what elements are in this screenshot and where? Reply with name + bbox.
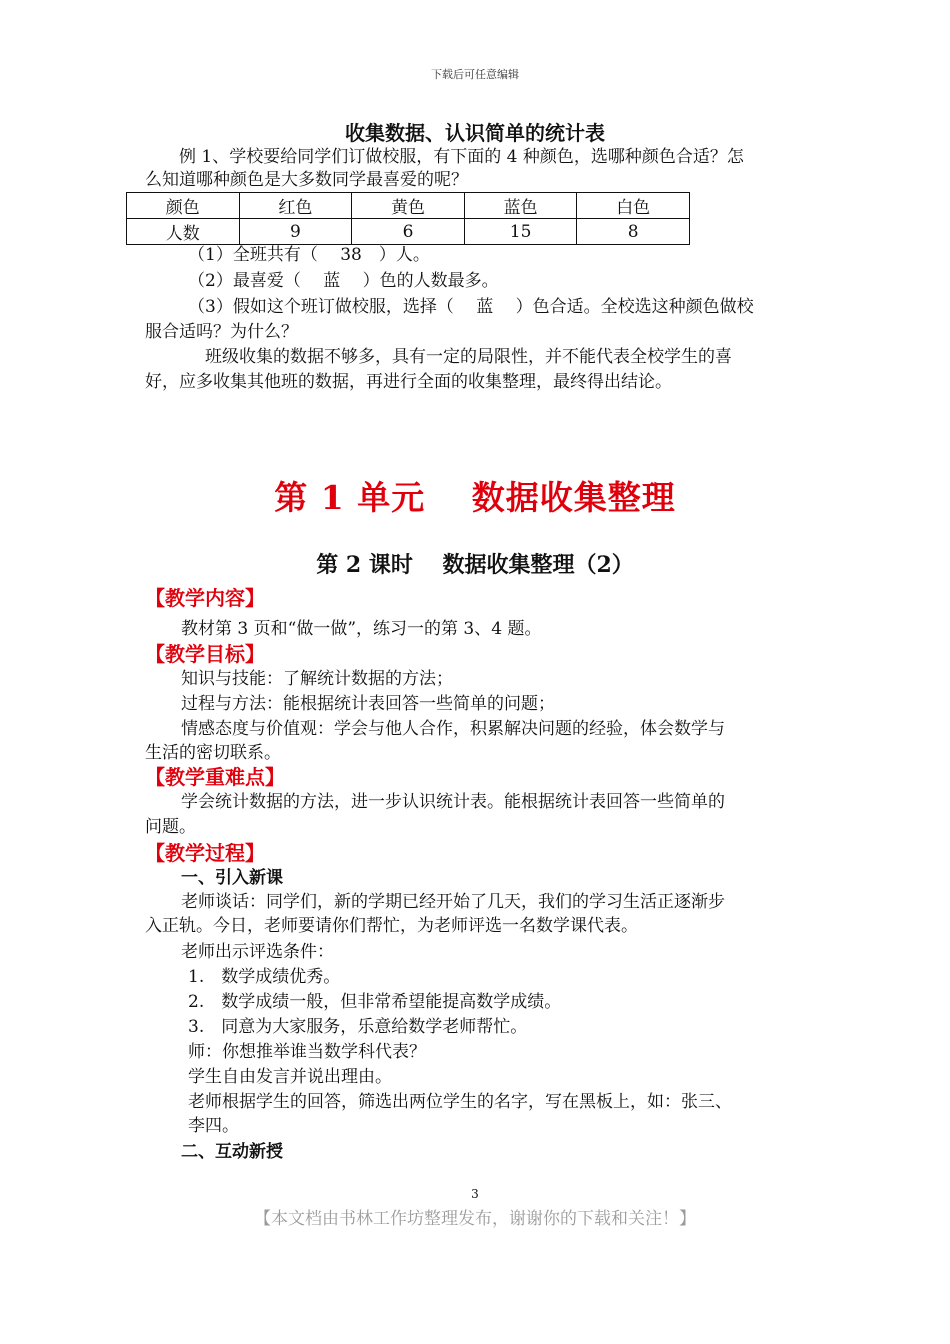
step-1-title: 一、引入新课: [181, 868, 283, 888]
conditions-intro: 老师出示评选条件：: [181, 942, 334, 962]
teaching-content-label: 【教学内容】: [145, 586, 265, 610]
table-cell: 红色: [239, 193, 352, 219]
goal-3-line-2: 生活的密切联系。: [145, 743, 281, 763]
table-cell: 蓝色: [464, 193, 577, 219]
question-3-line-1: （3）假如这个班订做校服，选择（ 蓝 ）色合适。全校选这种颜色做校: [188, 297, 754, 317]
teacher-talk-line-2: 入正轨。今日，老师要请你们帮忙，为老师评选一名数学课代表。: [145, 916, 638, 936]
teaching-process-label: 【教学过程】: [145, 841, 265, 865]
goal-2: 过程与方法：能根据统计表回答一些简单的问题；: [181, 694, 555, 714]
filter-line-1: 老师根据学生的回答，筛选出两位学生的名字，写在黑板上，如：张三、: [188, 1092, 732, 1112]
table-cell: 6: [352, 219, 465, 245]
question-1: （1）全班共有（ 38 ）人。: [188, 245, 430, 265]
footer-note: 【本文档由书林工作坊整理发布，谢谢你的下载和关注！】: [254, 1209, 696, 1229]
table-cell: 15: [464, 219, 577, 245]
example-line-1: 例 1、学校要给同学们订做校服，有下面的 4 种颜色，选哪种颜色合适？怎: [179, 147, 744, 167]
lesson-title: 第 2 课时 数据收集整理（2）: [316, 552, 634, 578]
key-points-line-2: 问题。: [145, 817, 196, 837]
table-header-row: [127, 193, 690, 219]
teaching-goals-label: 【教学目标】: [145, 642, 265, 666]
question-3-line-2: 服合适吗？为什么？: [145, 322, 298, 342]
goal-3-line-1: 情感态度与价值观：学会与他人合作，积累解决问题的经验，体会数学与: [181, 719, 725, 739]
table-cell: 白色: [577, 193, 690, 219]
table-cell: 人数: [127, 219, 240, 245]
teaching-content-text: 教材第 3 页和“做一做”，练习一的第 3、4 题。: [181, 619, 542, 639]
teacher-talk-line-1: 老师谈话：同学们，新的学期已经开始了几天，我们的学习生活正逐渐步: [181, 892, 725, 912]
table-cell: 8: [577, 219, 690, 245]
table-cell: 黄色: [352, 193, 465, 219]
example-line-2: 么知道哪种颜色是大多数同学最喜爱的呢？: [145, 170, 468, 190]
answer-line-2: 好，应多收集其他班的数据，再进行全面的收集整理，最终得出结论。: [145, 372, 672, 392]
step-2-title: 二、互动新授: [181, 1142, 283, 1162]
unit-title: 第 1 单元 数据收集整理: [274, 478, 676, 517]
teacher-question: 师：你想推举谁当数学科代表？: [188, 1042, 426, 1062]
answer-line-1: 班级收集的数据不够多，具有一定的局限性，并不能代表全校学生的喜: [205, 347, 732, 367]
question-2: （2）最喜爱（ 蓝 ）色的人数最多。: [188, 271, 499, 291]
table-cell: 9: [239, 219, 352, 245]
key-points-label: 【教学重难点】: [145, 765, 285, 789]
condition-1: 1. 数学成绩优秀。: [188, 967, 341, 987]
condition-2: 2. 数学成绩一般，但非常希望能提高数学成绩。: [188, 992, 562, 1012]
section-title: 收集数据、认识简单的统计表: [345, 121, 605, 145]
header-note: 下载后可任意编辑: [431, 68, 519, 81]
student-answer: 学生自由发言并说出理由。: [188, 1067, 392, 1087]
page-number: 3: [471, 1187, 479, 1201]
key-points-line-1: 学会统计数据的方法，进一步认识统计表。能根据统计表回答一些简单的: [181, 792, 725, 812]
table-row: [127, 219, 690, 245]
table-cell: 颜色: [127, 193, 240, 219]
goal-1: 知识与技能：了解统计数据的方法；: [181, 669, 453, 689]
color-vote-table: [126, 192, 690, 245]
filter-line-2: 李四。: [188, 1116, 239, 1136]
condition-3: 3. 同意为大家服务，乐意给数学老师帮忙。: [188, 1017, 528, 1037]
